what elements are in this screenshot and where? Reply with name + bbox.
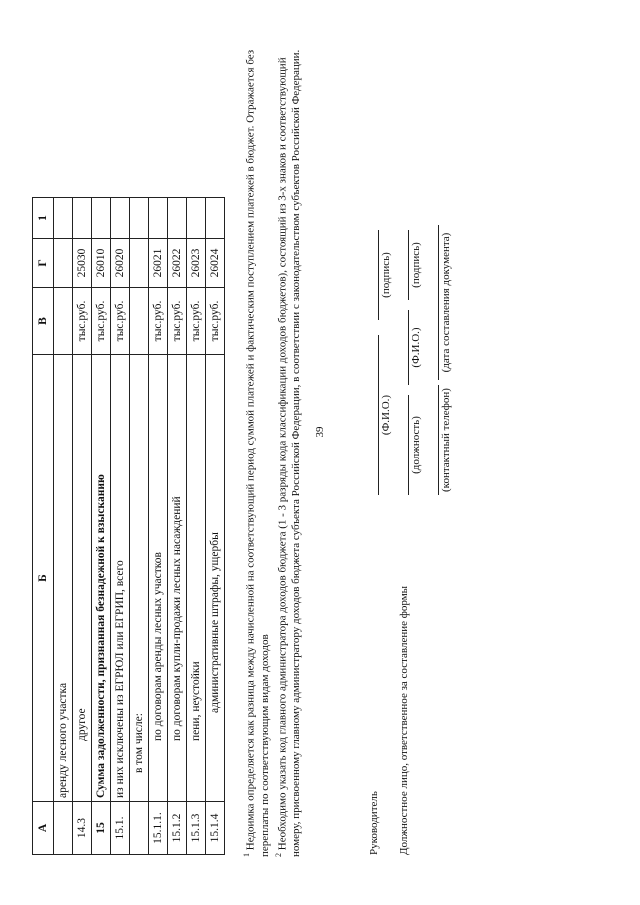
table-row [130, 198, 149, 855]
date-line [438, 225, 439, 380]
table-row [187, 198, 206, 855]
row-line-code: 26024 [206, 239, 225, 288]
row-line-code: 26021 [149, 239, 168, 288]
row-code: 15.1.3 [187, 802, 206, 855]
head-fio-line [378, 335, 379, 495]
row-unit: тыс.руб. [168, 288, 187, 355]
row-value [168, 198, 187, 239]
table-row [92, 198, 111, 855]
header-cell-g: Г [33, 239, 54, 288]
footnote-2 [272, 27, 304, 857]
row-unit: тыс.руб. [149, 288, 168, 355]
row-label: из них исключены из ЕГРЮЛ или ЕГРИП, всего [111, 355, 130, 802]
row-value [92, 198, 111, 239]
table-row [54, 198, 73, 855]
fio2-line [408, 310, 409, 385]
row-label: по договорам купли-продажи лесных насаждений [168, 355, 187, 802]
row-line-code: 26020 [111, 239, 130, 288]
row-line-code: 25030 [73, 239, 92, 288]
footnote-1-text: Недоимка определяется как разница между начисленной на соответствующий период суммой платежей и фактическим поступлением платежей в бюджет. Отражается без переплаты по соответствующим видам доходов [244, 49, 271, 857]
head-fio-caption: (Ф.И.О.) [380, 394, 392, 436]
row-line-code: 26022 [168, 239, 187, 288]
row-code: 15.1. [111, 802, 130, 855]
report-table [32, 197, 225, 855]
row-value [187, 198, 206, 239]
row-unit: тыс.руб. [187, 288, 206, 355]
head-signature-line [378, 230, 379, 320]
position-caption: (должность) [410, 416, 422, 474]
row-unit: тыс.руб. [73, 288, 92, 355]
fio2-caption: (Ф.И.О.) [410, 327, 422, 368]
table-row [111, 198, 130, 855]
table-row [149, 198, 168, 855]
row-code: 15.1.2 [168, 802, 187, 855]
table-row [168, 198, 187, 855]
header-cell-v: В [33, 288, 54, 355]
table-row [206, 198, 225, 855]
row-label: административные штрафы, ущербы [206, 355, 225, 802]
row-unit [54, 288, 73, 355]
row-value [111, 198, 130, 239]
page-number: 39 [314, 426, 326, 438]
row-unit: тыс.руб. [206, 288, 225, 355]
row-code: 15.1.4 [206, 802, 225, 855]
footnote-2-mark: 2 [273, 853, 283, 857]
row-line-code [54, 239, 73, 288]
phone-line [438, 385, 439, 495]
row-label: в том числе: [130, 355, 149, 802]
date-caption: (дата составления документа) [440, 232, 452, 373]
row-label: другое [73, 355, 92, 802]
row-value [130, 198, 149, 239]
header-cell-1: 1 [33, 198, 54, 239]
row-value [149, 198, 168, 239]
row-value [54, 198, 73, 239]
footnote-1 [240, 27, 272, 857]
footnote-1-mark: 1 [242, 853, 251, 857]
signature2-caption: (подпись) [410, 242, 422, 288]
row-value [206, 198, 225, 239]
row-label: Сумма задолженности, признанная безнадежной к взысканию [92, 355, 111, 802]
head-signature-caption: (подпись) [380, 252, 392, 298]
row-line-code: 26010 [92, 239, 111, 288]
row-code [54, 802, 73, 855]
signature2-line [408, 230, 409, 300]
row-code: 15 [92, 802, 111, 855]
footnotes [240, 27, 303, 857]
table-header-row [33, 198, 54, 855]
table-row [73, 198, 92, 855]
row-code: 14.3 [73, 802, 92, 855]
row-label: по договорам аренды лесных участков [149, 355, 168, 802]
row-label: пени, неустойки [187, 355, 206, 802]
row-code: 15.1.1. [149, 802, 168, 855]
row-unit [130, 288, 149, 355]
row-label: аренду лесного участка [54, 355, 73, 802]
footnote-2-text: Необходимо указать код главного администратора доходов бюджета (1 - 3 разряды кода классификации доходов бюджетов), состоящий из 3-х знаков и соответствующий номеру, присвоенному главному администратору доходов бюджета субъекта Российской Федерации, в соответствии с законодательством субъектов Российской Федерации. [276, 49, 303, 857]
row-unit: тыс.руб. [92, 288, 111, 355]
header-cell-b: Б [33, 355, 54, 802]
position-line [408, 395, 409, 495]
head-label: Руководитель [368, 791, 380, 855]
phone-caption: (контактный телефон) [440, 388, 452, 492]
responsible-label: Должностное лицо, ответственное за составление формы [398, 585, 410, 855]
row-value [73, 198, 92, 239]
row-line-code: 26023 [187, 239, 206, 288]
row-code [130, 802, 149, 855]
row-line-code [130, 239, 149, 288]
header-cell-a: А [33, 802, 54, 855]
row-unit: тыс.руб. [111, 288, 130, 355]
